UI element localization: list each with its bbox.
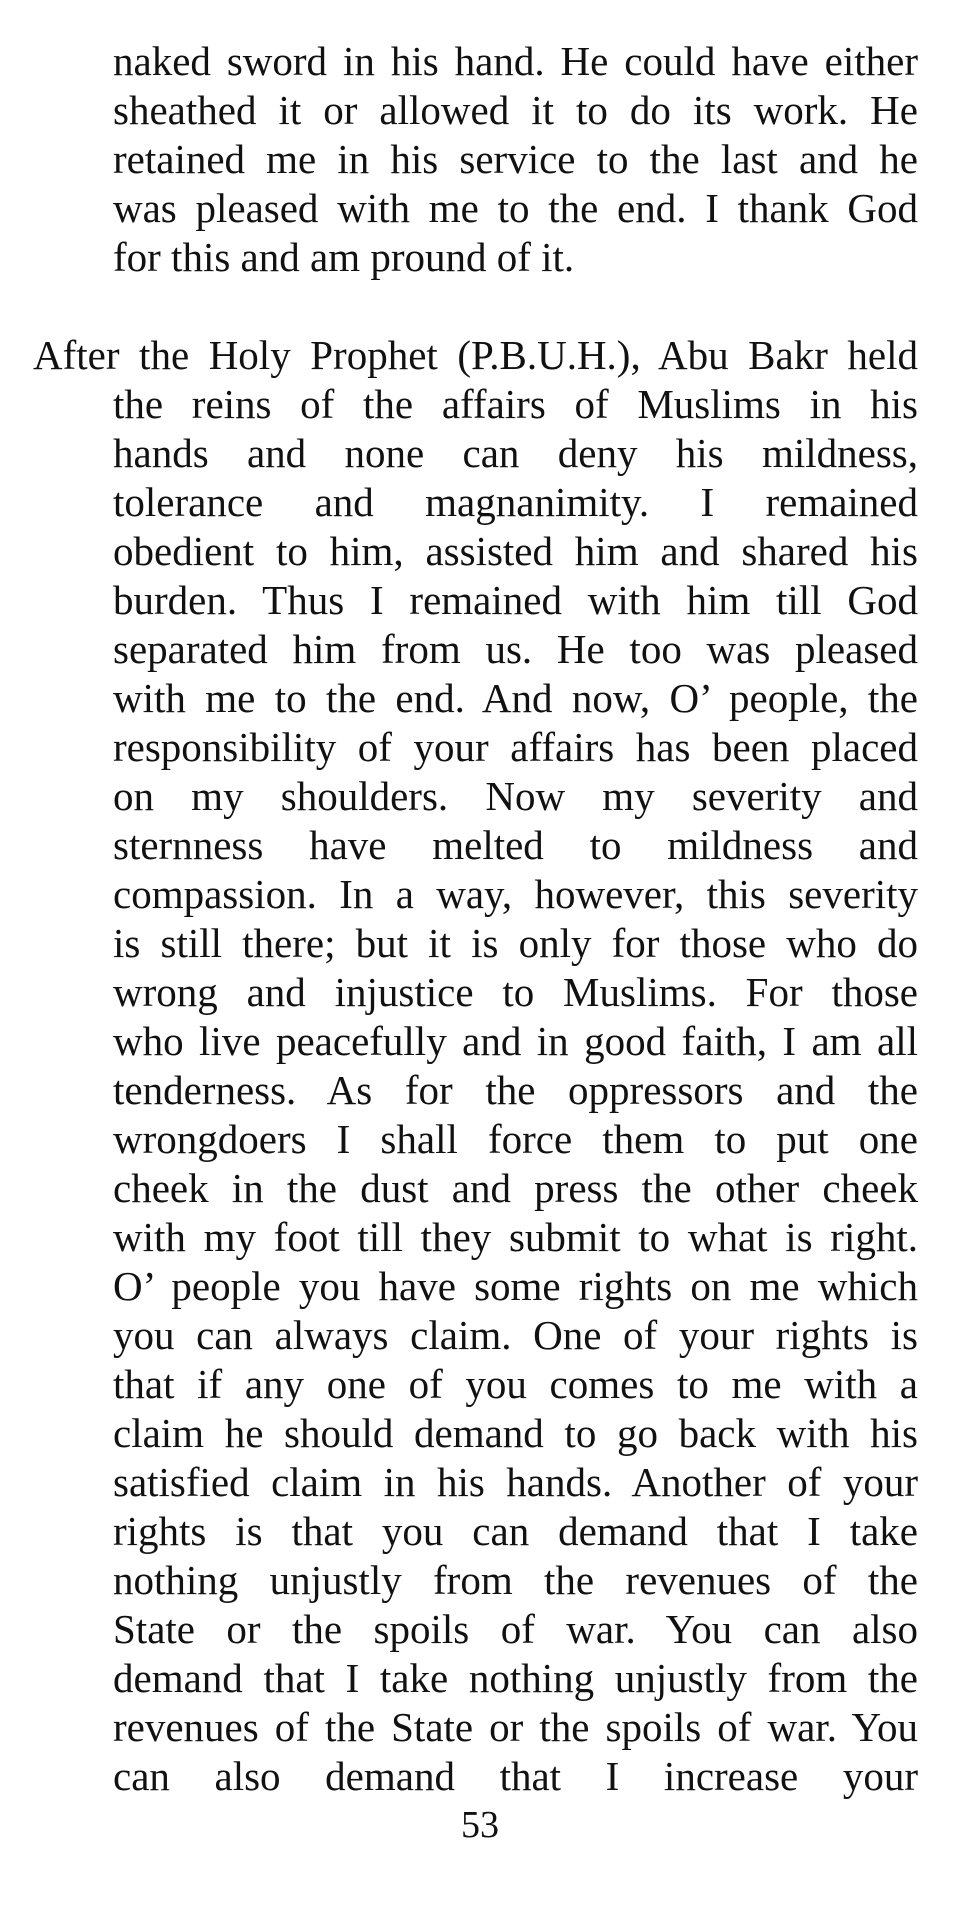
- paragraph-2-line: wrong and injustice to Muslims. For those: [113, 969, 918, 1015]
- paragraph-2-line: with my foot till they submit to what is right.: [113, 1214, 918, 1260]
- paragraph-1-line: sheathed it or allowed it to do its work. He: [113, 87, 918, 133]
- paragraph-1-line: naked sword in his hand. He could have either: [113, 38, 918, 84]
- paragraph-2-line: the reins of the affairs of Muslims in his: [113, 381, 918, 427]
- paragraph-2-line: on my shoulders. Now my severity and: [113, 773, 918, 819]
- paragraph-2-line: compassion. In a way, however, this severity: [113, 871, 918, 917]
- paragraph-2-line: tenderness. As for the oppressors and the: [113, 1067, 918, 1113]
- paragraph-2-line: rights is that you can demand that I take: [113, 1508, 918, 1554]
- paragraph-2-line: O’ people you have some rights on me which: [113, 1263, 918, 1309]
- paragraph-2-line: responsibility of your affairs has been placed: [113, 724, 918, 770]
- page-number: 53: [461, 1804, 499, 1846]
- paragraph-2-line: demand that I take nothing unjustly from the: [113, 1655, 918, 1701]
- paragraph-2-line: nothing unjustly from the revenues of the: [113, 1557, 918, 1603]
- paragraph-2-line: sternness have melted to mildness and: [113, 822, 918, 868]
- paragraph-2-line: that if any one of you comes to me with a: [113, 1361, 918, 1407]
- paragraph-2-line: can also demand that I increase your: [113, 1753, 918, 1799]
- paragraph-2-line: who live peacefully and in good faith, I am all: [113, 1018, 918, 1064]
- paragraph-1-line: was pleased with me to the end. I thank God: [113, 185, 918, 231]
- paragraph-2-line: cheek in the dust and press the other cheek: [113, 1165, 918, 1211]
- paragraph-1-line: for this and am pround of it.: [113, 234, 575, 280]
- paragraph-2-line: State or the spoils of war. You can also: [113, 1606, 918, 1652]
- paragraph-2-line: burden. Thus I remained with him till God: [113, 577, 918, 623]
- paragraph-2-line: After the Holy Prophet (P.B.U.H.), Abu Bakr held: [33, 332, 918, 378]
- paragraph-2-line: obedient to him, assisted him and shared his: [113, 528, 918, 574]
- paragraph-2-line: satisfied claim in his hands. Another of your: [113, 1459, 918, 1505]
- paragraph-2-line: wrongdoers I shall force them to put one: [113, 1116, 918, 1162]
- paragraph-2-line: separated him from us. He too was pleased: [113, 626, 918, 672]
- paragraph-2-line: hands and none can deny his mildness,: [113, 430, 918, 476]
- paragraph-1-line: retained me in his service to the last and he: [113, 136, 918, 182]
- paragraph-2-line: tolerance and magnanimity. I remained: [113, 479, 918, 525]
- paragraph-2-line: with me to the end. And now, O’ people, the: [113, 675, 918, 721]
- paragraph-2-line: claim he should demand to go back with his: [113, 1410, 918, 1456]
- paragraph-2-line: you can always claim. One of your rights is: [113, 1312, 918, 1358]
- paragraph-2-line: revenues of the State or the spoils of war. You: [113, 1704, 918, 1750]
- paragraph-2-line: is still there; but it is only for those who do: [113, 920, 918, 966]
